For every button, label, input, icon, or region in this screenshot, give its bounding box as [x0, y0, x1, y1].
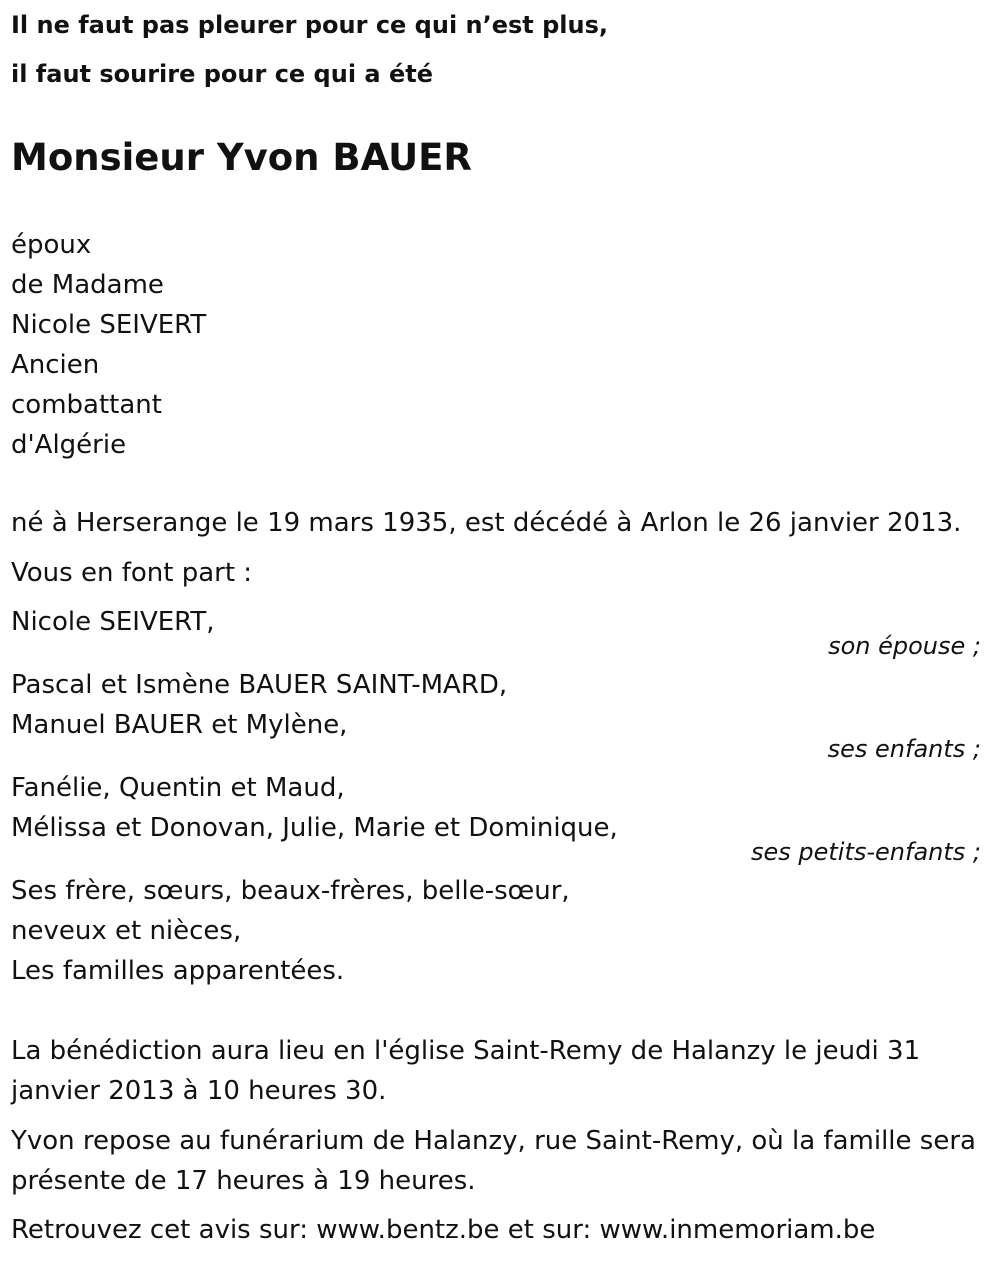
grandchildren-block [11, 768, 618, 848]
intro-line: de Madame [11, 270, 164, 300]
spouse-role: son épouse ; [828, 632, 981, 660]
children-role: ses enfants ; [827, 735, 981, 763]
intro-line: Ancien [11, 350, 100, 380]
children-block [11, 665, 507, 745]
other-relatives-line: neveux et nièces, [11, 916, 242, 946]
spouse-name: Nicole SEIVERT, [11, 607, 215, 637]
quote-line-2: il faut sourire pour ce qui a été [11, 60, 433, 88]
child-name: Pascal et Ismène BAUER SAINT-MARD, [11, 670, 508, 700]
other-relatives-block [11, 871, 570, 991]
funeral-home-line: présente de 17 heures à 19 heures. [11, 1166, 476, 1196]
footer-links-text: Retrouvez cet avis sur: www.bentz.be et sur: www.inmemoriam.be [11, 1215, 876, 1245]
grandchild-name: Mélissa et Donovan, Julie, Marie et Dominique, [11, 813, 618, 843]
deceased-name: Monsieur Yvon BAUER [11, 136, 472, 179]
intro-line: d'Algérie [11, 430, 127, 460]
grandchildren-role: ses petits-enfants ; [750, 838, 981, 866]
funeral-home-line: Yvon repose au funérarium de Halanzy, rue Saint-Remy, où la famille sera [11, 1126, 976, 1156]
other-relatives-line: Ses frère, sœurs, beaux-frères, belle-sœur, [11, 876, 570, 906]
intro-line: époux [11, 230, 92, 260]
intro-line: combattant [11, 390, 162, 420]
announcement-text: Vous en font part : [11, 558, 253, 588]
ceremony-line: janvier 2013 à 10 heures 30. [11, 1076, 387, 1106]
ceremony-line: La bénédiction aura lieu en l'église Saint-Remy de Halanzy le jeudi 31 [11, 1036, 921, 1066]
other-relatives-line: Les familles apparentées. [11, 956, 345, 986]
child-name: Manuel BAUER et Mylène, [11, 710, 348, 740]
grandchild-name: Fanélie, Quentin et Maud, [11, 773, 345, 803]
funeral-home-block [11, 1121, 976, 1201]
birth-death-text: né à Herserange le 19 mars 1935, est décédé à Arlon le 26 janvier 2013. [11, 508, 962, 538]
intro-line: Nicole SEIVERT [11, 310, 207, 340]
ceremony-block [11, 1031, 920, 1111]
quote-line-1: Il ne faut pas pleurer pour ce qui n’est plus, [11, 11, 609, 39]
intro-block [11, 225, 206, 465]
